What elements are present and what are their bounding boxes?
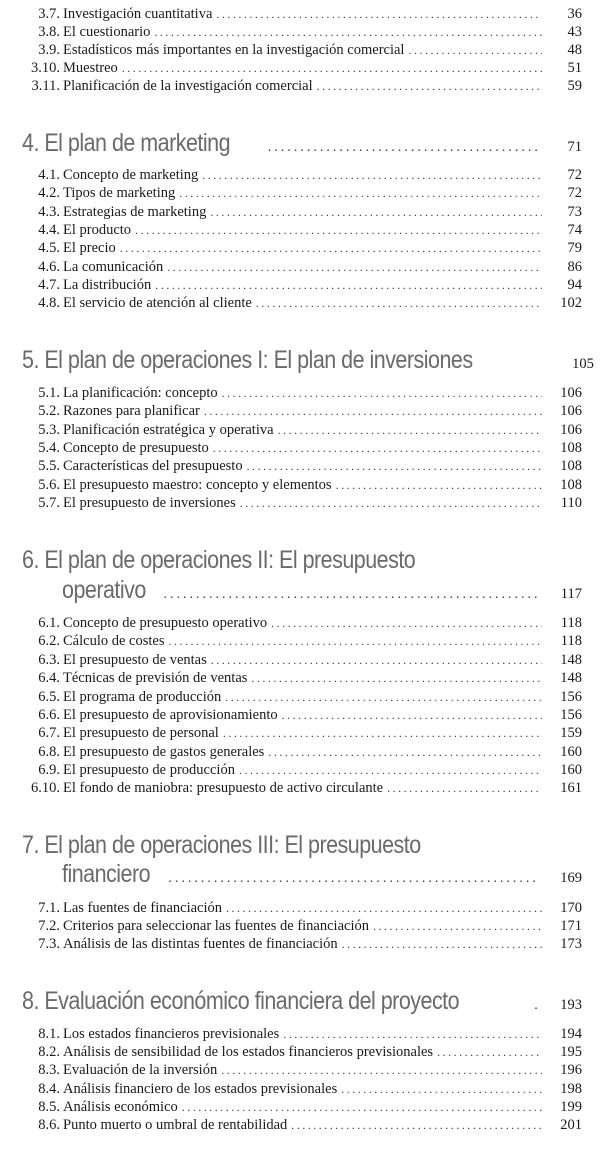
- toc-entry: [0, 59, 600, 77]
- entry-title: El programa de producción: [63, 689, 222, 705]
- toc-entry: [0, 1080, 600, 1098]
- entry-page: 156: [560, 689, 582, 705]
- toc-entry: [0, 669, 600, 687]
- entry-title: Técnicas de previsión de ventas: [63, 670, 248, 686]
- toc-entry: [0, 779, 600, 797]
- entry-title: Punto muerto o umbral de rentabilidad: [63, 1117, 288, 1133]
- entry-page: 43: [567, 24, 582, 40]
- entry-number: 7.3.: [38, 936, 60, 952]
- entry-title: Evaluación de la inversión: [63, 1062, 218, 1078]
- entry-number: 3.7.: [38, 6, 60, 22]
- chapter-heading: [22, 544, 582, 576]
- dot-leader: [182, 1098, 542, 1116]
- dot-leader: [278, 421, 542, 439]
- dot-leader: [122, 59, 542, 77]
- dot-leader: [211, 651, 542, 669]
- entry-number: 8.4.: [38, 1081, 60, 1097]
- entry-title: Planificación de la investigación comercial: [63, 78, 313, 94]
- dot-leader: [154, 23, 542, 41]
- entry-number: 6.8.: [38, 744, 60, 760]
- dot-leader: [387, 779, 542, 797]
- entry-page: 74: [567, 222, 582, 238]
- toc-entry: [0, 688, 600, 706]
- entry-number: 6.3.: [38, 652, 60, 668]
- entry-title: Análisis económico: [63, 1099, 178, 1115]
- entry-number: 4.5.: [38, 240, 60, 256]
- toc-entry: [0, 1098, 600, 1116]
- toc-entry: [0, 614, 600, 632]
- dot-leader: [268, 743, 542, 761]
- entry-number: 4.8.: [38, 295, 60, 311]
- entry-number: 5.3.: [38, 422, 60, 438]
- dot-leader: [256, 294, 542, 312]
- entry-number: 5.7.: [38, 495, 60, 511]
- chapter-title: 4. El plan de marketing: [22, 129, 231, 157]
- toc-entry: [0, 402, 600, 420]
- entry-title: El presupuesto de producción: [63, 762, 235, 778]
- entry-number: 6.7.: [38, 725, 60, 741]
- chapter-page: 169: [560, 870, 582, 886]
- entry-number: 6.1.: [38, 615, 60, 631]
- dot-leader: [271, 614, 542, 632]
- entry-page: 72: [567, 167, 582, 183]
- toc-entry: [0, 917, 600, 935]
- entry-title: Estadísticos más importantes en la investigación comercial: [63, 42, 405, 58]
- dot-leader: [222, 384, 542, 402]
- entry-page: 148: [560, 652, 582, 668]
- entry-number: 7.2.: [38, 918, 60, 934]
- entry-number: 5.1.: [38, 385, 60, 401]
- toc-entry: [0, 294, 600, 312]
- entry-page: 160: [560, 744, 582, 760]
- chapter-title: 7. El plan de operaciones III: El presupuesto: [22, 831, 421, 859]
- entry-number: 6.6.: [38, 707, 60, 723]
- entry-page: 102: [560, 295, 582, 311]
- dot-leader: [210, 203, 542, 221]
- chapter-heading-continued: [62, 858, 582, 890]
- entry-title: Razones para planificar: [63, 403, 200, 419]
- entry-title: El fondo de maniobra: presupuesto de activo circulante: [63, 780, 384, 796]
- chapter-heading: [22, 829, 582, 861]
- entry-page: 106: [560, 385, 582, 401]
- dot-leader: [341, 1080, 542, 1098]
- dot-leader: [221, 1061, 542, 1079]
- toc-entry: [0, 1116, 600, 1134]
- dot-leader: [225, 688, 542, 706]
- entry-number: 5.4.: [38, 440, 60, 456]
- dot-leader: [216, 5, 542, 23]
- toc-entry: [0, 239, 600, 257]
- toc-entry: [0, 494, 600, 512]
- entry-page: 73: [567, 204, 582, 220]
- entry-title: El presupuesto de aprovisionamiento: [63, 707, 278, 723]
- dot-leader: [283, 1025, 542, 1043]
- entry-page: 199: [560, 1099, 582, 1115]
- entry-title: Concepto de presupuesto operativo: [63, 615, 268, 631]
- entry-page: 108: [560, 458, 582, 474]
- entry-title: Las fuentes de financiación: [63, 900, 223, 916]
- dot-leader: [251, 669, 542, 687]
- entry-page: 156: [560, 707, 582, 723]
- toc-entry: [0, 258, 600, 276]
- entry-title: Tipos de marketing: [63, 185, 176, 201]
- toc-entry: [0, 166, 600, 184]
- chapter-title: 6. El plan de operaciones II: El presupuesto: [22, 546, 416, 574]
- dot-leader: [240, 494, 542, 512]
- toc-entry: [0, 761, 600, 779]
- toc-entry: [0, 41, 600, 59]
- entry-number: 3.8.: [38, 24, 60, 40]
- dot-leader: [437, 1043, 542, 1061]
- dot-leader: [155, 276, 542, 294]
- entry-number: 3.11.: [31, 78, 60, 94]
- entry-page: 108: [560, 477, 582, 493]
- toc-entry: [0, 276, 600, 294]
- entry-title: Análisis de sensibilidad de los estados financieros previsionales: [63, 1044, 434, 1060]
- toc-entry: [0, 743, 600, 761]
- toc-entry: [0, 632, 600, 650]
- entry-title: El presupuesto de inversiones: [63, 495, 236, 511]
- chapter-title: 5. El plan de operaciones I: El plan de inversiones: [22, 346, 473, 374]
- chapter-heading: [22, 344, 594, 376]
- entry-page: 173: [560, 936, 582, 952]
- dot-leader: [163, 587, 538, 603]
- entry-number: 3.10.: [31, 60, 60, 76]
- entry-number: 5.2.: [38, 403, 60, 419]
- entry-page: 94: [567, 277, 582, 293]
- toc-entry: [0, 5, 600, 23]
- entry-title: Concepto de marketing: [63, 167, 199, 183]
- toc-entry: [0, 651, 600, 669]
- toc-entry: [0, 384, 600, 402]
- toc-entry: [0, 899, 600, 917]
- toc-entry: [0, 184, 600, 202]
- entry-page: 86: [567, 259, 582, 275]
- dot-leader: [120, 239, 542, 257]
- toc-entry: [0, 421, 600, 439]
- dot-leader: [204, 402, 542, 420]
- entry-title: El cuestionario: [63, 24, 151, 40]
- entry-number: 4.4.: [38, 222, 60, 238]
- entry-title: El precio: [63, 240, 116, 256]
- dot-leader: [342, 935, 542, 953]
- dot-leader: [168, 871, 538, 887]
- entry-number: 8.1.: [38, 1026, 60, 1042]
- entry-number: 6.10.: [31, 780, 60, 796]
- toc-entry: [0, 203, 600, 221]
- entry-title: El presupuesto de ventas: [63, 652, 207, 668]
- dot-leader: [202, 166, 542, 184]
- entry-number: 8.6.: [38, 1117, 60, 1133]
- entry-page: 51: [567, 60, 582, 76]
- entry-title: Los estados financieros previsionales: [63, 1026, 280, 1042]
- toc-entry: [0, 439, 600, 457]
- entry-page: 118: [560, 633, 582, 649]
- entry-page: 160: [560, 762, 582, 778]
- toc-entry: [0, 935, 600, 953]
- chapter-heading: [22, 985, 582, 1017]
- entry-title: Cálculo de costes: [63, 633, 165, 649]
- entry-title: Planificación estratégica y operativa: [63, 422, 274, 438]
- entry-number: 8.5.: [38, 1099, 60, 1115]
- toc-entry: [0, 476, 600, 494]
- entry-page: 194: [560, 1026, 582, 1042]
- dot-leader: [282, 706, 542, 724]
- entry-title: La distribución: [63, 277, 152, 293]
- entry-number: 6.5.: [38, 689, 60, 705]
- entry-number: 4.6.: [38, 259, 60, 275]
- entry-title: El presupuesto maestro: concepto y elementos: [63, 477, 332, 493]
- chapter-page: 117: [560, 586, 582, 602]
- toc-entry: [0, 221, 600, 239]
- entry-number: 5.5.: [38, 458, 60, 474]
- entry-number: 7.1.: [38, 900, 60, 916]
- entry-title: La planificación: concepto: [63, 385, 218, 401]
- chapter-page: 193: [560, 997, 582, 1013]
- entry-number: 4.3.: [38, 204, 60, 220]
- dot-leader: [239, 761, 542, 779]
- dot-leader: [317, 77, 542, 95]
- entry-page: 195: [560, 1044, 582, 1060]
- dot-leader: [291, 1116, 542, 1134]
- entry-page: 108: [560, 440, 582, 456]
- entry-page: 201: [560, 1117, 582, 1133]
- entry-title: Concepto de presupuesto: [63, 440, 209, 456]
- entry-page: 72: [567, 185, 582, 201]
- entry-title: El presupuesto de personal: [63, 725, 219, 741]
- toc-entry: [0, 724, 600, 742]
- toc-entry: [0, 23, 600, 41]
- entry-number: 3.9.: [38, 42, 60, 58]
- dot-leader: [167, 258, 542, 276]
- dot-leader: [226, 899, 542, 917]
- entry-page: 118: [560, 615, 582, 631]
- toc-entry: [0, 1061, 600, 1079]
- entry-number: 6.2.: [38, 633, 60, 649]
- entry-title: Investigación cuantitativa: [63, 6, 213, 22]
- entry-number: 4.2.: [38, 185, 60, 201]
- chapter-heading-continued: [62, 574, 582, 606]
- toc-entry: [0, 77, 600, 95]
- toc-entry: [0, 706, 600, 724]
- entry-title: Criterios para seleccionar las fuentes de financiación: [63, 918, 369, 934]
- entry-number: 4.7.: [38, 277, 60, 293]
- dot-leader: [373, 917, 542, 935]
- entry-title: Muestreo: [63, 60, 118, 76]
- entry-number: 4.1.: [38, 167, 60, 183]
- entry-title: El servicio de atención al cliente: [63, 295, 252, 311]
- entry-page: 148: [560, 670, 582, 686]
- chapter-page: 105: [572, 356, 594, 372]
- toc-entry: [0, 457, 600, 475]
- toc-entry: [0, 1043, 600, 1061]
- entry-page: 106: [560, 422, 582, 438]
- entry-number: 6.9.: [38, 762, 60, 778]
- entry-page: 161: [560, 780, 582, 796]
- entry-page: 198: [560, 1081, 582, 1097]
- entry-page: 159: [560, 725, 582, 741]
- dot-leader: [408, 41, 542, 59]
- entry-page: 196: [560, 1062, 582, 1078]
- chapter-page: 71: [567, 139, 582, 155]
- dot-leader: [223, 724, 542, 742]
- dot-leader: [336, 476, 542, 494]
- entry-page: 48: [567, 42, 582, 58]
- entry-page: 79: [567, 240, 582, 256]
- chapter-title: 8. Evaluación económico financiera del proyecto: [22, 987, 460, 1015]
- entry-page: 36: [567, 6, 582, 22]
- dot-leader: [247, 457, 542, 475]
- dot-leader: [135, 221, 542, 239]
- chapter-heading: [22, 127, 582, 159]
- entry-page: 110: [560, 495, 582, 511]
- entry-title: Estrategias de marketing: [63, 204, 207, 220]
- chapter-title-line2: operativo: [62, 576, 146, 604]
- dot-leader: [213, 439, 542, 457]
- entry-number: 5.6.: [38, 477, 60, 493]
- entry-title: La comunicación: [63, 259, 164, 275]
- entry-number: 8.2.: [38, 1044, 60, 1060]
- toc-entry: [0, 1025, 600, 1043]
- dot-leader: [268, 140, 538, 156]
- dot-leader: [168, 632, 542, 650]
- entry-page: 170: [560, 900, 582, 916]
- entry-title: El producto: [63, 222, 132, 238]
- entry-number: 6.4.: [38, 670, 60, 686]
- entry-title: Análisis financiero de los estados previsionales: [63, 1081, 338, 1097]
- entry-page: 171: [560, 918, 582, 934]
- entry-title: Análisis de las distintas fuentes de financiación: [63, 936, 338, 952]
- dot-leader: [534, 998, 538, 1014]
- entry-page: 59: [567, 78, 582, 94]
- entry-number: 8.3.: [38, 1062, 60, 1078]
- chapter-title-line2: financiero: [62, 860, 151, 888]
- entry-title: El presupuesto de gastos generales: [63, 744, 265, 760]
- entry-page: 106: [560, 403, 582, 419]
- entry-title: Características del presupuesto: [63, 458, 243, 474]
- dot-leader: [179, 184, 542, 202]
